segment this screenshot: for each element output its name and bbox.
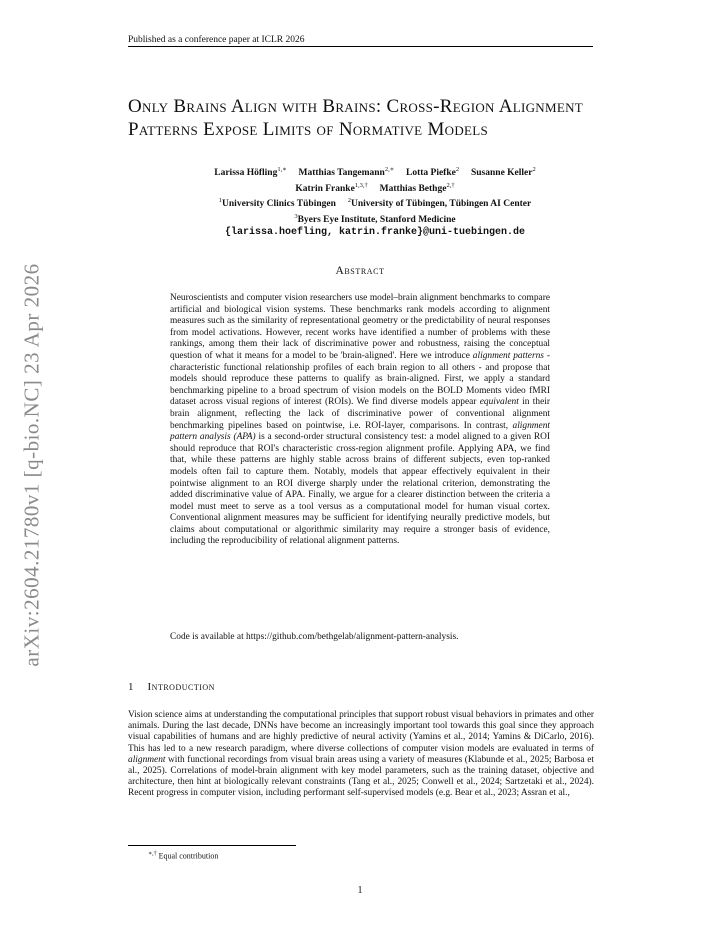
- affiliation-mark: 3: [294, 212, 298, 220]
- author-name: Larissa Höfling: [214, 168, 278, 179]
- intro-text: Vision science aims at understanding the computational principles that support robust visual behaviors in primates and other animals. During the last decade, DNNs have become an increasingly important tool towards this goal since they approach visual capabilities of humans and are highly predictive of neural activity (Yamins et al., 2014; Yamins & DiCarlo, 2016). This has led to a new research paradigm, where diverse collections of computer vision models are evaluated in terms of: [128, 710, 594, 754]
- introduction-paragraph: [128, 710, 594, 800]
- author-mark: 2: [532, 166, 536, 173]
- author-block: [150, 164, 600, 238]
- affiliation-mark: 1: [218, 197, 223, 205]
- affiliation-line-2: [150, 211, 600, 227]
- author-mark: 1,3,†: [354, 181, 368, 189]
- paper-title: Only Brains Align with Brains: Cross-Region Alignment Patterns Expose Limits of Normative Models: [128, 96, 583, 140]
- arxiv-id: arXiv:2604.21780v1 [q-bio.NC] 23 Apr 2026: [19, 263, 44, 667]
- running-header: Published as a conference paper at ICLR 2026: [128, 35, 305, 45]
- author-mark: 2: [455, 166, 460, 173]
- abstract-text: is a second-order structural consistency test: a model aligned to a given ROI should reproduce that ROI's characteristic cross-region alignment profile. Applying APA, we find that, while these patterns are highly stable across brains of different subjects, even top-ranked models often fail to capture them. Notably, models that appear effectively equivalent in their pointwise alignment to an ROI diverge sharply under the relational criterion, demonstrating the added discriminative value of APA. Finally, we argue for a clearer distinction between the criteria a model must meet to serve as a tool versus as a computational model for human visual cortex. Conventional alignment measures may be sufficient for identifying neurally predictive models, but claims about computational or algorithmic similarity may require a stronger basis of evidence, including the reproducibility of relational alignment patterns.: [170, 432, 550, 547]
- affiliation: University Clinics Tübingen: [222, 199, 336, 210]
- code-availability: Code is available at https://github.com/bethgelab/alignment-pattern-analysis.: [170, 632, 459, 642]
- affiliation: Byers Eye Institute, Stanford Medicine: [297, 215, 456, 226]
- author-mark: 1,∗: [277, 166, 287, 173]
- abstract-text: - characteristic functional relationship profiles of each brain region to all others - and propose that models should reproduce these patterns to qualify as brain-aligned. First, we apply a standard benchmarking pipeline to a broad spectrum of vision models on the BOLD Moments video fMRI dataset across visual regions of interest (ROIs). We find diverse models appear: [170, 350, 550, 408]
- abstract-text: in their brain alignment, reflecting the lack of discriminative power of conventional alignment benchmarking pipelines based on pointwise, i.e. ROI-layer, comparisons. In contrast,: [170, 397, 550, 431]
- footnote: [148, 850, 218, 861]
- footnote-mark: ∗,†: [148, 851, 157, 857]
- author-line-2: [150, 180, 600, 196]
- author-mark: 2,∗: [384, 166, 395, 173]
- arxiv-watermark: [12, 245, 52, 685]
- section-title: Introduction: [147, 681, 215, 693]
- affiliation-mark: 2: [347, 197, 352, 205]
- abstract-body: [170, 293, 550, 548]
- author-mark: 2,†: [446, 181, 455, 189]
- footnote-text: Equal contribution: [156, 851, 219, 861]
- intro-text: with functional recordings from visual brain areas using a variety of measures (Klabunde et al., 2025; Barbosa et al., 2025). Correlations of model-brain alignment with key model parameters, such as the training dataset, objective and architecture, then hint at biologically relevant constraints (Tang et al., 2025; Conwell et al., 2024; Sartzetaki et al., 2024). Recent progress in computer vision, including performant self-supervised models (e.g. Bear et al., 2023; Assran et al.,: [128, 754, 594, 799]
- author-name: Matthias Bethge: [379, 183, 447, 194]
- header-rule: [128, 46, 593, 47]
- page-number: 1: [357, 885, 363, 896]
- abstract-heading: Abstract: [335, 265, 385, 277]
- author-name: Lotta Piefke: [405, 168, 456, 179]
- affiliation: University of Tübingen, Tübingen AI Center: [351, 199, 532, 210]
- section-number: 1: [128, 681, 134, 693]
- section-heading: [128, 681, 215, 693]
- abstract-emphasis: alignment patterns: [472, 350, 544, 361]
- abstract-text: Neuroscientists and computer vision researchers use model–brain alignment benchmarks to compare artificial and biological vision systems. These benchmarks rank models according to alignment measures such as the similarity of representational geometry or the predictability of neural responses from model activations. However, recent works have identified a number of problems with these rankings, among them their lack of discriminative power and robustness, raising the conceptual question of what it means for a model to be 'brain-aligned'. Here we introduce: [170, 293, 550, 361]
- footnote-rule: [128, 845, 296, 846]
- affiliation-line-1: [150, 195, 600, 211]
- author-name: Katrin Franke: [295, 183, 355, 194]
- abstract-emphasis: alignment pattern analysis (APA): [170, 420, 550, 443]
- author-name: Matthias Tangemann: [298, 168, 385, 179]
- abstract-emphasis: equivalent: [479, 397, 519, 408]
- author-line-1: [150, 164, 600, 180]
- author-emails: {larissa.hoefling, katrin.franke}@uni-tuebingen.de: [224, 226, 526, 238]
- author-name: Susanne Keller: [470, 168, 533, 179]
- intro-emphasis: alignment: [128, 754, 166, 765]
